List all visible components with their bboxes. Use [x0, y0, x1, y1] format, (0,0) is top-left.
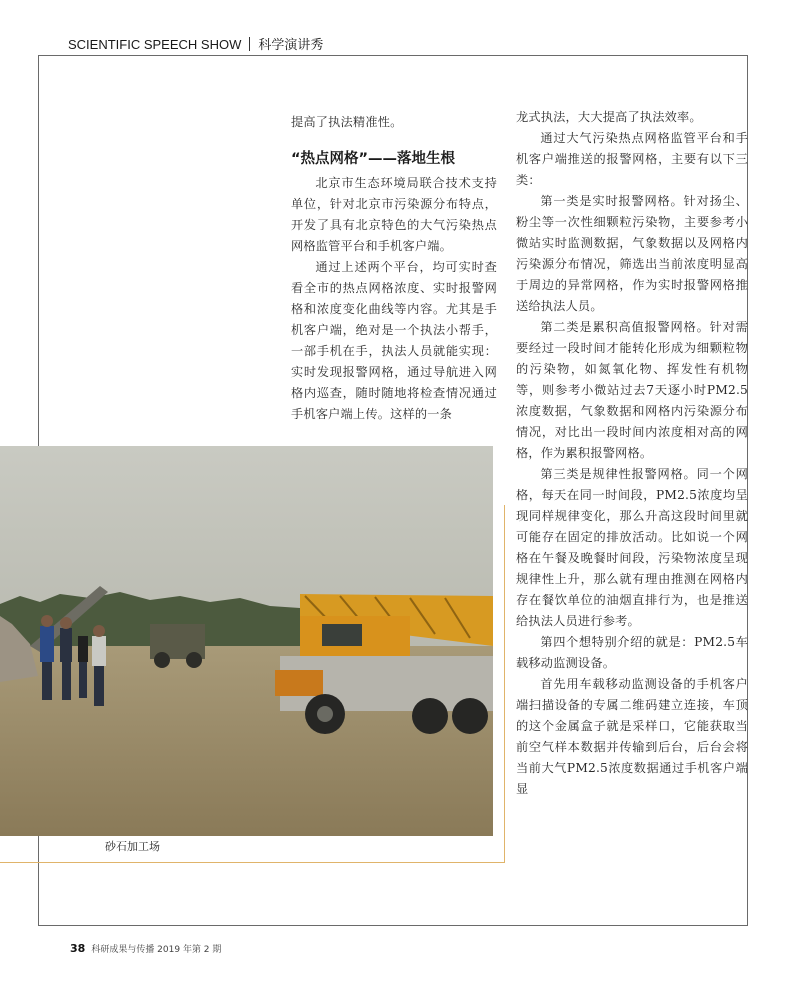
- body-paragraph: 北京市生态环境局联合技术支持单位，针对北京市污染源分布特点，开发了具有北京特色的大气污染热点网格监管平台和手机客户端。: [291, 176, 497, 253]
- right-intro-line: 龙式执法，大大提高了执法效率。: [516, 110, 702, 124]
- photo-caption: 砂石加工场: [105, 840, 160, 853]
- left-intro-line: 提高了执法精准性。: [291, 115, 403, 129]
- quarry-photo: [0, 446, 493, 836]
- body-paragraph: 首先用车载移动监测设备的手机客户端扫描设备的专属二维码建立连接，车顶的这个金属盒子就是采样口，它能获取当前空气样本数据并传输到后台，后台会将当前大气PM2.5浓度数据通过手机客户端显: [516, 677, 748, 796]
- header-section-en: SCIENTIFIC SPEECH SHOW: [68, 37, 242, 52]
- body-paragraph: 第二类是累积高值报警网格。针对需要经过一段时间才能转化形成为细颗粒物的污染物，如氮氧化物、挥发性有机物等，则参考小微站过去7天逐小时PM2.5浓度数据，气象数据和网格内污染源分布情况，对比出一段时间内浓度相对高的网格，作为累积报警网格。: [516, 320, 748, 460]
- body-paragraph: 第三类是规律性报警网格。同一个网格，每天在同一时间段，PM2.5浓度均呈现同样规律变化，那么升高这段时间里就可能存在固定的排放活动。比如说一个网格在午餐及晚餐时间段，污染物浓度呈现规律性上升，那么就有理由推测在网格内存在餐饮单位的油烟直排行为，也是推送给执法人员进行参考。: [516, 467, 748, 628]
- section-heading: “热点网格”——落地生根: [291, 151, 456, 167]
- body-paragraph: 第四个想特别介绍的就是：PM2.5车载移动监测设备。: [516, 635, 748, 670]
- left-text-column: [291, 112, 497, 425]
- header-divider: [249, 37, 250, 51]
- header-section-cn: 科学演讲秀: [258, 37, 324, 52]
- body-paragraph: 通过上述两个平台，均可实时查看全市的热点网格浓度、实时报警网格和浓度变化曲线等内容。尤其是手机客户端，绝对是一个执法小帮手，一部手机在手，执法人员就能实现：实时发现报警网格，通过导航进入网格内巡查，随时随地将检查情况通过手机客户端上传。这样的一条: [291, 260, 497, 421]
- page-number: 38: [70, 942, 86, 955]
- publication-info: 科研成果与传播 2019 年第 2 期: [91, 945, 222, 955]
- right-text-column: [516, 107, 748, 800]
- page-footer: [70, 942, 221, 955]
- body-paragraph: 第一类是实时报警网格。针对扬尘、粉尘等一次性细颗粒污染物，主要参考小微站实时监测数据，气象数据以及网格内污染源分布情况，筛选出当前浓度明显高于周边的异常网格，作为实时报警网格推送给执法人员。: [516, 194, 748, 313]
- body-paragraph: 通过大气污染热点网格监管平台和手机客户端推送的报警网格，主要有以下三类：: [516, 131, 748, 187]
- running-header: [68, 34, 323, 53]
